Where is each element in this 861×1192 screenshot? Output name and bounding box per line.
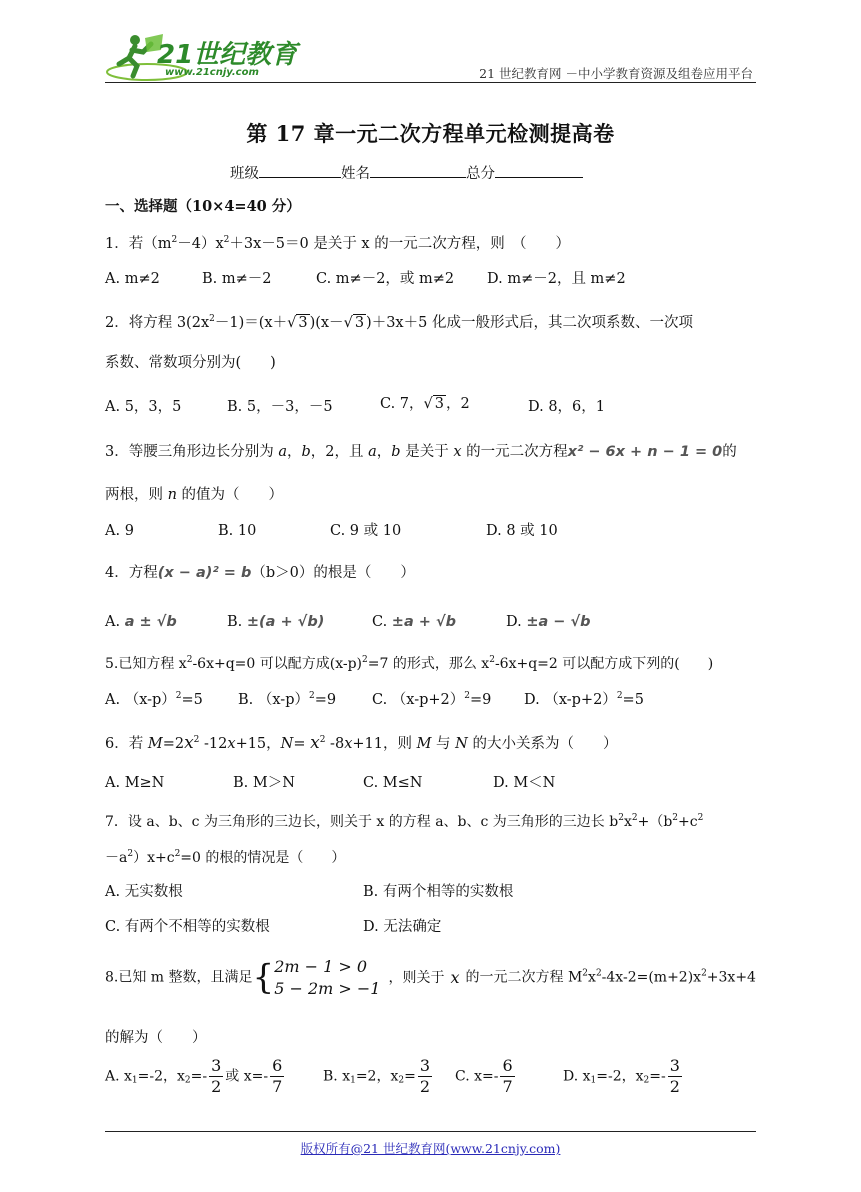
q1-option-b[interactable]: B. m≠－2 [202, 271, 272, 287]
question-7: 7．设 a、b、c 为三角形的三边长，则关于 x 的方程 a、b、c 为三角形的三边长 $b^2x^2+(b^2+c^2$ [105, 813, 704, 830]
question-3: 3．等腰三角形边长分别为 a，b，2，且 a，b 是关于 x 的一元二次方程x² − 6x + n − 1 = 0的 [105, 444, 737, 460]
q2-option-c[interactable]: C. 7，√ 3 ，2 [380, 396, 470, 412]
question-8: 8.已知 m 整数，且满足{ 2m − 1 > 0 5 − 2m > −1 ，则关于 x 的一元二次方程 $M^2x^2-4x-2=(m+2)x^2+3x+4$ [105, 957, 756, 998]
q5-option-c[interactable]: C. $(x-p+2)^2=9$ [372, 691, 492, 708]
q4-option-d[interactable]: D. ±a − √b [506, 614, 591, 630]
question-6: 6．若 $M=2x^2$ -12x+15，$N= x^2$ -8x+11，则 M 与 N 的大小关系为（ ） [105, 733, 618, 753]
q8-option-b[interactable]: B. $x_1=2$，$x_2=$ $\frac{3}{2}$ [323, 1056, 431, 1096]
score-label: 总分 [466, 166, 495, 182]
equation-image: x² − 6x + n − 1 = 0 [567, 444, 723, 460]
question-5: 5.已知方程 $x^2-6x+q=0$ 可以配方成$(x-p)^2=7$ 的形式，那么 $x^2-6x+q=2$ 可以配方成下列的( ) [105, 655, 714, 672]
q7-option-c[interactable]: C. 有两个不相等的实数根 [105, 919, 270, 935]
q6-option-c[interactable]: C. M≤N [363, 775, 423, 791]
q7-option-b[interactable]: B. 有两个相等的实数根 [363, 884, 514, 900]
sqrt-3-icon: √ 3 [343, 315, 365, 331]
site-title: 21 世纪教育网 －中小学教育资源及组卷应用平台 [479, 66, 753, 81]
q2-option-d[interactable]: D. 8，6，1 [528, 399, 606, 415]
q8-option-c[interactable]: C. x=- $\frac{6}{7}$ [455, 1056, 513, 1096]
page-title: 第 17 章一元二次方程单元检测提高卷 [246, 121, 615, 146]
question-3-line2: 两根，则 n 的值为（ ） [105, 487, 284, 503]
copyright-link[interactable]: 版权所有@21 世纪教育网(www.21cnjy.com) [300, 1141, 561, 1156]
question-2-line2: 系数、常数项分别为( ) [105, 355, 276, 371]
q3-option-b[interactable]: B. 10 [218, 523, 257, 539]
name-label: 姓名 [341, 166, 370, 182]
q3-option-d[interactable]: D. 8 或 10 [486, 523, 558, 539]
header-rule [105, 82, 756, 83]
score-field[interactable] [495, 163, 583, 178]
class-field[interactable] [259, 163, 341, 178]
q6-option-d[interactable]: D. M＜N [493, 775, 556, 791]
class-label: 班级 [230, 166, 259, 182]
q8-option-d[interactable]: D. $x_1=-2$，$x_2=-$ $\frac{3}{2}$ [563, 1056, 680, 1096]
q8-option-a[interactable]: A. $x_1=-2$，$x_2=-$ $\frac{3}{2}$ 或 x=- $\frac{6}{7}$ [105, 1056, 283, 1096]
question-8-line2: 的解为（ ） [105, 1030, 207, 1046]
q1-option-c[interactable]: C. m≠－2，或 m≠2 [316, 271, 455, 287]
q5-option-d[interactable]: D. $(x-p+2)^2=5$ [524, 691, 644, 708]
q7-option-d[interactable]: D. 无法确定 [363, 919, 442, 935]
sqrt-3-icon: √ 3 [287, 315, 308, 331]
q4-option-c[interactable]: C. ±a + √b [372, 614, 457, 630]
q5-option-b[interactable]: B. $(x-p)^2=9$ [238, 691, 337, 708]
q4-option-a[interactable]: A. a ± √b [105, 614, 177, 630]
q6-option-a[interactable]: A. M≥N [105, 775, 165, 791]
q2-option-a[interactable]: A. 5，3，5 [105, 399, 182, 415]
student-info [230, 163, 583, 182]
question-4: 4．方程(x − a)² = b（b＞0）的根是（ ） [105, 565, 415, 581]
logo-text: 21世纪教育 [157, 40, 298, 70]
question-1: 1．若$(m^2-4)x^2+3x-5=0$ 是关于 x 的一元二次方程，则 （ ） [105, 235, 570, 252]
site-logo [105, 30, 298, 82]
q6-option-b[interactable]: B. M＞N [233, 775, 295, 791]
q3-option-a[interactable]: A. 9 [105, 523, 134, 539]
q7-option-a[interactable]: A. 无实数根 [105, 884, 183, 900]
sqrt-3-icon: √ 3 [423, 396, 445, 412]
brace-icon: { [252, 957, 275, 998]
logo-url: www.21cnjy.com [165, 67, 259, 78]
name-field[interactable] [370, 163, 466, 178]
equation-image: (x − a)² = b [157, 565, 252, 581]
inequality-system: 2m − 1 > 0 5 − 2m > −1 [274, 957, 381, 998]
q1-option-a[interactable]: A. m≠2 [105, 271, 160, 287]
q5-option-a[interactable]: A. $(x-p)^2=5$ [105, 691, 203, 708]
q4-option-b[interactable]: B. ±(a + √b) [227, 614, 325, 630]
question-7-line2: $-a^2)x+c^2=0$ 的根的情况是（ ） [105, 849, 346, 866]
question-2: 2．将方程 $3(2x^2-1)=(x+√$ 3 )(x－√ 3 )＋3x＋5 化成一般形式后，其二次项系数、一次项 [105, 314, 693, 331]
section-heading: 一、选择题（10×4=40 分） [105, 198, 301, 215]
q2-option-b[interactable]: B. 5，－3，－5 [227, 399, 333, 415]
q3-option-c[interactable]: C. 9 或 10 [330, 523, 402, 539]
q1-option-d[interactable]: D. m≠－2，且 m≠2 [487, 271, 626, 287]
footer-rule [105, 1131, 756, 1132]
